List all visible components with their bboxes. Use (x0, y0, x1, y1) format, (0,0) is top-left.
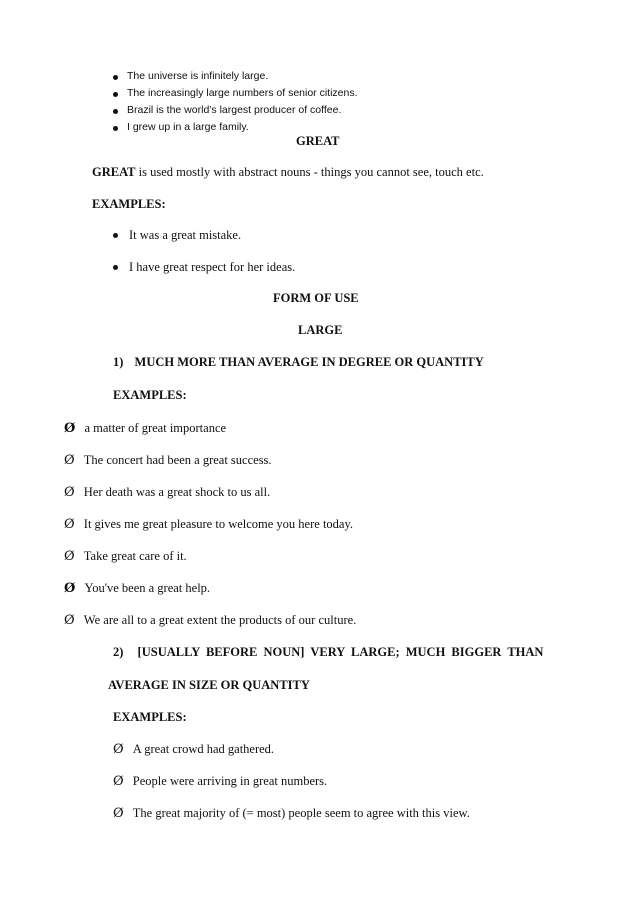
omega-bullet-icon: Ø (64, 613, 75, 628)
list-item-text: a matter of great importance (84, 421, 227, 435)
list-item-text: You've been a great help. (84, 581, 211, 595)
section-2-title (113, 645, 543, 660)
list-item-text: It gives me great pleasure to welcome you here today. (83, 517, 354, 531)
list-item (64, 421, 226, 436)
section-1-examples-label: EXAMPLES: (113, 388, 187, 402)
omega-bullet-icon: Ø (64, 421, 76, 436)
bullet-icon (113, 109, 118, 114)
list-item (113, 742, 274, 757)
list-item-text: We are all to a great extent the products of our culture. (83, 613, 357, 627)
omega-bullet-icon: Ø (64, 485, 75, 500)
form-of-use-heading: FORM OF USE (273, 291, 359, 305)
list-item-text: I have great respect for her ideas. (129, 260, 296, 274)
list-item (64, 517, 353, 532)
list-item-text: The great majority of (= most) people seem to agree with this view. (132, 806, 470, 820)
section-1-title (113, 355, 484, 370)
large-heading: LARGE (298, 323, 343, 337)
omega-bullet-icon: Ø (64, 517, 75, 532)
omega-bullet-icon: Ø (113, 742, 124, 757)
list-item-text: Her death was a great shock to us all. (83, 485, 271, 499)
list-item (64, 549, 187, 564)
omega-bullet-icon: Ø (64, 453, 75, 468)
section-2-examples-label: EXAMPLES: (113, 710, 187, 724)
list-item-text: It was a great mistake. (129, 228, 242, 242)
section-1-number: 1) (113, 355, 124, 369)
omega-bullet-icon: Ø (64, 549, 75, 564)
omega-bullet-icon: Ø (113, 806, 124, 821)
section-2-number: 2) (113, 645, 124, 659)
great-intro-text: is used mostly with abstract nouns - things you cannot see, touch etc. (138, 165, 484, 179)
list-item (64, 485, 270, 500)
list-item (64, 613, 356, 628)
omega-bullet-icon: Ø (64, 581, 76, 596)
list-item-text: The universe is infinitely large. (127, 70, 269, 82)
list-item-text: Brazil is the world’s largest producer of coffee. (127, 104, 342, 116)
great-heading: GREAT (296, 134, 340, 148)
section-2-title-line2: AVERAGE IN SIZE OR QUANTITY (108, 678, 310, 692)
list-item-text: The concert had been a great success. (83, 453, 272, 467)
list-item (64, 581, 210, 596)
list-item-text: Take great care of it. (83, 549, 187, 563)
bullet-icon (113, 233, 118, 238)
great-intro (92, 165, 484, 180)
bullet-icon (113, 75, 118, 80)
bullet-icon (113, 126, 118, 131)
bullet-icon (113, 92, 118, 97)
section-1-title-text: MUCH MORE THAN AVERAGE IN DEGREE OR QUANTITY (134, 355, 484, 369)
omega-bullet-icon: Ø (113, 774, 124, 789)
list-item-text: A great crowd had gathered. (132, 742, 275, 756)
list-item-text: The increasingly large numbers of senior citizens. (127, 87, 358, 99)
list-item (113, 774, 327, 789)
list-item-text: People were arriving in great numbers. (132, 774, 328, 788)
list-item (64, 453, 272, 468)
list-item (113, 806, 470, 821)
list-item-text: I grew up in a large family. (127, 121, 249, 133)
bullet-icon (113, 265, 118, 270)
section-2-title-text: [USUALLY BEFORE NOUN] VERY LARGE; MUCH BIGGER THAN (137, 645, 544, 659)
great-intro-term: GREAT (92, 165, 136, 179)
great-examples-label: EXAMPLES: (92, 197, 166, 211)
